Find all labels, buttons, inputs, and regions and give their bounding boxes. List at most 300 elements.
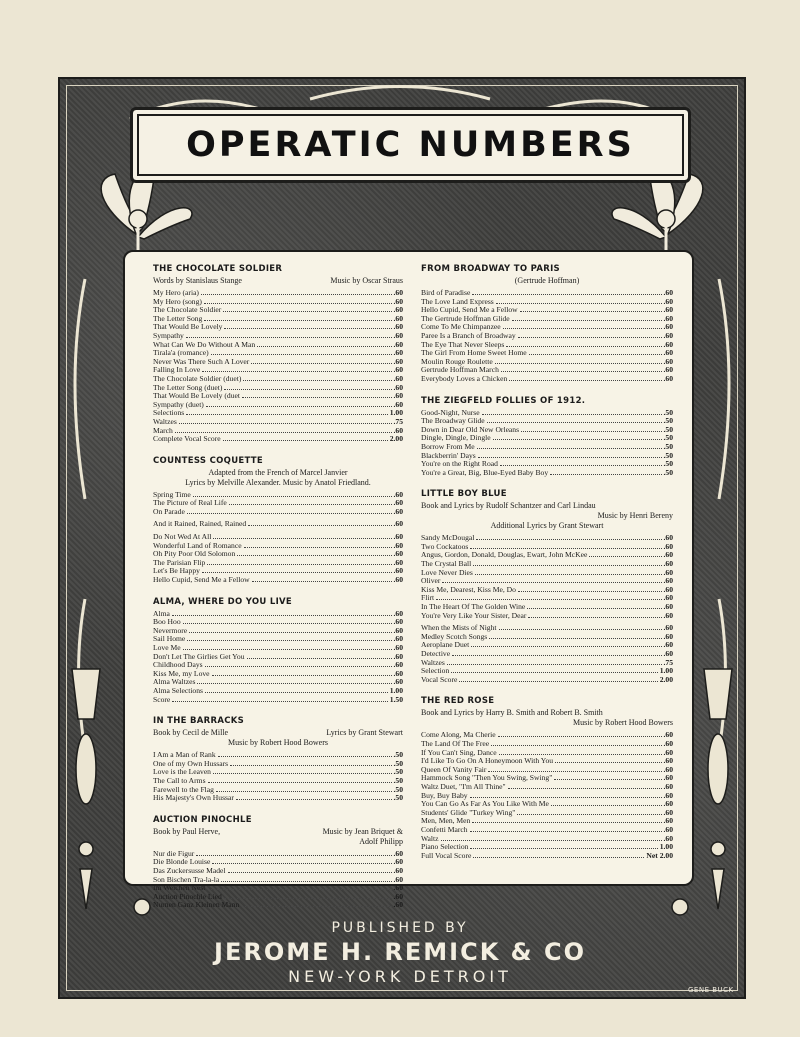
song-price: .60 (393, 540, 403, 550)
dot-leader (201, 294, 392, 295)
dot-leader (501, 371, 662, 372)
song-price: .60 (663, 631, 673, 641)
song-title: Vocal Score (421, 674, 458, 684)
song-price: .60 (663, 747, 673, 757)
song-title: His Majesty's Own Hussar (153, 793, 234, 803)
credit-text: Music by Jean Briquet & (322, 826, 403, 836)
song-price: Net 2.00 (646, 850, 673, 860)
publisher-name: JEROME H. REMICK & CO (214, 938, 586, 966)
dot-leader (211, 354, 392, 355)
song-list (421, 289, 673, 384)
credit-row (153, 276, 403, 286)
dot-leader (491, 745, 661, 746)
dot-leader (478, 457, 662, 458)
dot-leader (247, 658, 392, 659)
dot-leader (503, 328, 662, 329)
song-price: .60 (393, 365, 403, 375)
dot-leader (477, 448, 662, 449)
song-title: Dingle, Dingle, Dingle (421, 433, 491, 443)
song-title: Waltzes (421, 657, 445, 667)
song-title: Sail Home (153, 634, 186, 644)
catalog-section (421, 264, 673, 384)
song-price: .60 (393, 634, 403, 644)
section-title: ALMA, WHERE DO YOU LIVE (153, 596, 293, 607)
catalog-panel (123, 250, 694, 910)
song-price: .60 (663, 816, 673, 826)
dot-leader (242, 397, 392, 398)
song-price: .60 (393, 857, 403, 867)
credit-text: Words by Stanislaus Stange (153, 276, 242, 285)
dot-leader (459, 681, 657, 682)
dot-leader (252, 581, 392, 582)
song-price: .60 (663, 296, 673, 306)
song-title: The Parisian Flip (153, 557, 206, 567)
song-row (421, 676, 673, 685)
section-title: COUNTESS COQUETTE (153, 455, 264, 466)
song-title: I Am a Man of Rank (153, 750, 216, 760)
song-title: Never Was There Such A Lover (153, 356, 250, 366)
song-title: You're Very Like Your Sister, Dear (421, 610, 527, 620)
song-title: The Broadway Glide (421, 416, 485, 426)
credit-text: Lyrics by Grant Stewart (326, 728, 403, 738)
song-price: .60 (663, 541, 673, 551)
song-title: Queen Of Vanity Fair (421, 764, 487, 774)
song-title: The Chocolate Soldier (duet) (153, 373, 242, 383)
song-price: 1.50 (389, 694, 403, 704)
dot-leader (221, 881, 391, 882)
song-price: .60 (393, 874, 403, 884)
credit-text: (Gertrude Hoffman) (514, 276, 580, 285)
song-title: When the Mists of Night (421, 623, 497, 633)
credit-text: Adapted from the French of Marcel Janvier (208, 467, 348, 477)
song-price: .60 (663, 567, 673, 577)
song-title: Sandy McDougal (421, 533, 475, 543)
song-title: Sympathy (duet) (153, 399, 204, 409)
song-price: .50 (393, 750, 403, 760)
dot-leader (172, 615, 392, 616)
dot-leader (521, 431, 661, 432)
song-title: The Crystal Ball (421, 559, 472, 569)
song-price: .60 (663, 550, 673, 560)
dot-leader (498, 736, 662, 737)
song-title: You Can Go As Far As You Like With Me (421, 799, 549, 809)
dot-leader (183, 649, 392, 650)
song-title: Love is the Leaven (153, 767, 211, 777)
song-price: .60 (663, 559, 673, 569)
dot-leader (257, 346, 391, 347)
section-title: IN THE BARRACKS (153, 716, 245, 727)
song-price: .60 (393, 382, 403, 392)
song-price: .60 (663, 730, 673, 740)
song-title: Come To Me Chimpanzee (421, 322, 501, 332)
dot-leader (175, 432, 392, 433)
dot-leader (241, 906, 391, 907)
song-row (153, 794, 403, 803)
song-list (421, 731, 673, 860)
section-title: AUCTION PINOCHLE (153, 814, 252, 825)
dot-leader (236, 799, 392, 800)
song-price: .60 (393, 608, 403, 618)
song-price: .60 (663, 833, 673, 843)
dot-leader (518, 591, 662, 592)
song-title: Oliver (421, 576, 441, 586)
song-row (153, 401, 403, 410)
song-title: Waltz Duet, "I'm All Thine" (421, 781, 506, 791)
dot-leader (189, 632, 391, 633)
song-title: Let's Be Happy (153, 566, 200, 576)
credit-text: Book by Paul Herve, (153, 826, 221, 836)
dot-leader (472, 294, 661, 295)
song-title: Oh Pity Poor Old Solomon (153, 549, 236, 559)
song-price: .60 (393, 891, 403, 901)
song-title: Score (153, 694, 171, 704)
song-price: .60 (393, 566, 403, 576)
song-row (153, 508, 403, 517)
section-credits (153, 827, 403, 847)
song-row (421, 641, 673, 650)
credit-text: Music by Henri Bereny (597, 511, 673, 521)
song-title: My Hero (aria) (153, 288, 199, 297)
song-title: Kiss Me, my Love (153, 668, 210, 678)
song-list (153, 491, 403, 585)
song-price: 1.00 (389, 685, 403, 695)
song-price: .50 (663, 459, 673, 469)
song-row (421, 667, 673, 676)
song-price: .60 (663, 738, 673, 748)
catalog-section (421, 489, 673, 684)
song-title: What Can We Do Without A Man (153, 339, 256, 349)
dot-leader (206, 406, 392, 407)
dot-leader (196, 855, 391, 856)
song-title: Love Me (153, 643, 181, 652)
song-price: .60 (393, 339, 403, 349)
dot-leader (495, 363, 662, 364)
song-price: .60 (393, 399, 403, 409)
dot-leader (248, 525, 391, 526)
song-title: Flirt (421, 593, 435, 603)
dot-leader (229, 504, 392, 505)
song-price: .60 (663, 790, 673, 800)
catalog-section (153, 456, 403, 585)
song-title: I'd Like To Go On A Honeymoon With You (421, 756, 554, 766)
song-title: The Eye That Never Sleeps (421, 339, 505, 349)
song-price: .50 (663, 433, 673, 443)
dot-leader (451, 672, 657, 673)
dot-leader (186, 337, 392, 338)
song-price: .60 (663, 773, 673, 783)
song-price: .60 (393, 677, 403, 687)
dot-leader (499, 754, 662, 755)
dot-leader (207, 564, 391, 565)
dot-leader (508, 788, 662, 789)
song-title: Kiss Me, Dearest, Kiss Me, Do (421, 584, 516, 594)
song-row (421, 650, 673, 659)
dot-leader (473, 857, 644, 858)
bottom-right-ornament-icon (672, 899, 688, 915)
song-title: Blackberrin' Days (421, 450, 476, 460)
song-title: Bird of Paradise (421, 288, 471, 297)
song-price: .60 (663, 824, 673, 834)
song-title: Moulin Rouge Roulette (421, 356, 493, 366)
song-list (421, 409, 673, 478)
song-title: Waltz (421, 833, 439, 843)
song-title: Spring Time (153, 489, 191, 499)
song-row (421, 852, 673, 861)
dot-leader (447, 664, 662, 665)
song-title: Complete Vocal Score (153, 434, 221, 444)
song-price: .60 (663, 305, 673, 315)
dot-leader (518, 337, 662, 338)
dot-leader (218, 756, 392, 757)
page-title: OPERATIC NUMBERS (186, 125, 635, 165)
song-price: .60 (663, 533, 673, 543)
dot-leader (207, 889, 391, 890)
song-title: Die Blonde Louise (153, 857, 211, 867)
song-title: The Girl From Home Sweet Home (421, 348, 527, 358)
dot-leader (472, 822, 661, 823)
song-title: Piano Selection (421, 842, 469, 852)
song-price: 2.00 (389, 434, 403, 444)
song-title: The Chocolate Soldier (153, 305, 222, 315)
song-price: .60 (663, 348, 673, 358)
song-row (153, 576, 403, 585)
credit-text: Lyrics by Melville Alexander. Music by Anatol Friedland. (185, 477, 371, 487)
song-price: .60 (393, 900, 403, 910)
song-price: .60 (393, 356, 403, 366)
song-title: And it Rained, Rained, Rained (153, 519, 247, 529)
song-price: .60 (393, 519, 403, 529)
dot-leader (193, 496, 392, 497)
song-price: .50 (663, 467, 673, 477)
song-price: .50 (393, 767, 403, 777)
credit-text: Music by Oscar Straus (330, 276, 403, 285)
credit-row (153, 827, 403, 837)
song-price: .60 (393, 348, 403, 358)
catalog-section (421, 396, 673, 478)
dot-leader (482, 414, 662, 415)
credit-text: Additional Lyrics by Grant Stewart (490, 521, 604, 531)
dot-leader (589, 556, 661, 557)
dot-leader (500, 465, 662, 466)
song-row (421, 659, 673, 668)
song-price: .60 (393, 651, 403, 661)
song-price: .60 (663, 640, 673, 650)
artist-signature: GENE BUCK (688, 986, 734, 994)
dot-leader (517, 814, 661, 815)
dot-leader (197, 683, 391, 684)
song-title: One of my Own Hussars (153, 758, 229, 768)
dot-leader (520, 311, 662, 312)
song-title: Boo Hoo (153, 617, 181, 627)
credit-text: Book and Lyrics by Harry B. Smith and Robert B. Smith (421, 708, 603, 718)
song-price: .50 (663, 450, 673, 460)
song-price: .60 (663, 288, 673, 297)
song-price: .60 (663, 373, 673, 383)
dot-leader (499, 629, 662, 630)
song-title: Im Weichen Nest (153, 883, 206, 893)
dot-leader (205, 692, 388, 693)
song-title: Falling In Love (153, 365, 201, 375)
song-title: If You Can't Sing, Dance (421, 747, 497, 757)
song-price: .60 (393, 391, 403, 401)
dot-leader (441, 840, 662, 841)
song-price: .60 (393, 330, 403, 340)
dot-leader (506, 346, 661, 347)
song-price: .50 (393, 793, 403, 803)
dot-leader (244, 547, 392, 548)
song-row (153, 696, 403, 705)
song-title: Hello Cupid, Send Me a Fellow (153, 575, 250, 585)
song-price: .60 (393, 883, 403, 893)
section-credits (421, 276, 673, 286)
dot-leader (496, 303, 662, 304)
song-price: .60 (393, 373, 403, 383)
song-price: .60 (663, 781, 673, 791)
dot-leader (527, 608, 661, 609)
dot-leader (179, 423, 392, 424)
song-title: Gertrude Hoffman March (421, 365, 499, 375)
song-title: Farewell to the Flag (153, 784, 214, 794)
song-price: .60 (393, 660, 403, 670)
left-pendant-icon (72, 669, 100, 909)
song-price: .60 (663, 322, 673, 332)
dot-leader (223, 440, 388, 441)
song-title: On Parade (153, 506, 185, 516)
song-price: .60 (393, 489, 403, 499)
song-row (153, 618, 403, 627)
song-title: Alma Waltzes (153, 677, 196, 687)
dot-leader (551, 805, 662, 806)
dot-leader (230, 765, 391, 766)
dot-leader (471, 646, 661, 647)
song-title: Alma Selections (153, 685, 203, 695)
song-title: The Picture of Real Life (153, 498, 227, 508)
song-list (153, 289, 403, 444)
song-price: 2.00 (659, 674, 673, 684)
song-row (153, 901, 403, 910)
dot-leader (212, 675, 392, 676)
song-row (153, 499, 403, 508)
song-price: .60 (393, 498, 403, 508)
song-title: Son Bischen Tra-la-la (153, 874, 220, 884)
song-title: In The Heart Of The Golden Wine (421, 602, 526, 612)
song-price: .50 (393, 775, 403, 785)
song-title: Detective (421, 649, 451, 658)
song-title: Love Never Dies (421, 567, 473, 577)
credit-text: Music by Robert Hood Bowers (573, 718, 673, 728)
dot-leader (213, 773, 392, 774)
dot-leader (554, 779, 661, 780)
song-title: Selection (421, 666, 450, 676)
dot-leader (489, 638, 661, 639)
song-row (153, 610, 403, 619)
song-row (153, 687, 403, 696)
song-list (153, 751, 403, 803)
credit-text: Adolf Philipp (359, 836, 403, 846)
song-price: .75 (393, 416, 403, 426)
song-title: My Hero (song) (153, 296, 202, 306)
dot-leader (224, 898, 392, 899)
song-title: Medley Scotch Songs (421, 631, 488, 641)
dot-leader (205, 666, 392, 667)
song-price: .60 (393, 305, 403, 315)
song-price: 1.00 (659, 666, 673, 676)
dot-leader (202, 371, 391, 372)
dot-leader (550, 474, 661, 475)
song-title: Selections (153, 408, 185, 418)
song-price: .60 (393, 557, 403, 567)
song-price: .60 (663, 799, 673, 809)
dot-leader (237, 555, 391, 556)
section-title: THE RED ROSE (421, 696, 495, 707)
song-price: .60 (663, 313, 673, 323)
song-title: Do Not Wed At All (153, 532, 212, 542)
song-title: Wonderful Land of Romance (153, 540, 242, 550)
title-banner (130, 107, 691, 183)
dot-leader (212, 863, 391, 864)
song-title: Confetti March (421, 824, 468, 834)
dot-leader (436, 599, 661, 600)
credit-row (153, 728, 403, 738)
song-price: .60 (393, 532, 403, 542)
song-title: The Letter Song (153, 313, 203, 323)
song-title: Childhood Days (153, 660, 203, 670)
song-price: .60 (663, 584, 673, 594)
song-row (421, 586, 673, 595)
catalog-section (153, 597, 403, 705)
song-title: Borrow From Me (421, 441, 475, 451)
song-title: The Love Land Express (421, 296, 494, 306)
song-title: That Would Be Lovely (duet (153, 391, 240, 401)
section-title: LITTLE BOY BLUE (421, 489, 507, 500)
dot-leader (187, 513, 392, 514)
song-price: .60 (663, 602, 673, 612)
song-title: Auction Pinochle Lied (153, 891, 222, 901)
song-title: You're a Great, Big, Blue-Eyed Baby Boy (421, 467, 549, 477)
song-row (421, 569, 673, 578)
dot-leader (216, 791, 392, 792)
song-title: Come Along, Ma Cherie (421, 730, 496, 740)
song-title: Good-Night, Nurse (421, 407, 480, 417)
dot-leader (470, 797, 662, 798)
song-title: Das Zuckersusse Madel (153, 865, 226, 875)
song-price: .50 (663, 407, 673, 417)
catalog-section (421, 696, 673, 860)
bottom-left-ornament-icon (134, 899, 150, 915)
song-price: .75 (663, 657, 673, 667)
song-price: .60 (663, 649, 673, 658)
catalog-section (153, 264, 403, 444)
song-price: .60 (393, 506, 403, 516)
credit-text: Music by Robert Hood Bowers (228, 738, 328, 748)
credit-text: Book and Lyrics by Rudolf Schantzer and Carl Lindau (421, 501, 596, 511)
song-price: .50 (393, 758, 403, 768)
song-price: .50 (663, 441, 673, 451)
dot-leader (555, 762, 661, 763)
section-credits (421, 708, 673, 728)
publisher-block (190, 920, 610, 986)
section-credits (153, 276, 403, 286)
song-price: .60 (393, 617, 403, 627)
song-price: .60 (663, 339, 673, 349)
song-title: Waltzes (153, 416, 177, 426)
song-price: .60 (663, 807, 673, 817)
song-price: .60 (663, 365, 673, 375)
song-row (153, 435, 403, 444)
song-price: .60 (663, 330, 673, 340)
song-title: Down in Dear Old New Orleans (421, 424, 520, 434)
dot-leader (529, 354, 662, 355)
